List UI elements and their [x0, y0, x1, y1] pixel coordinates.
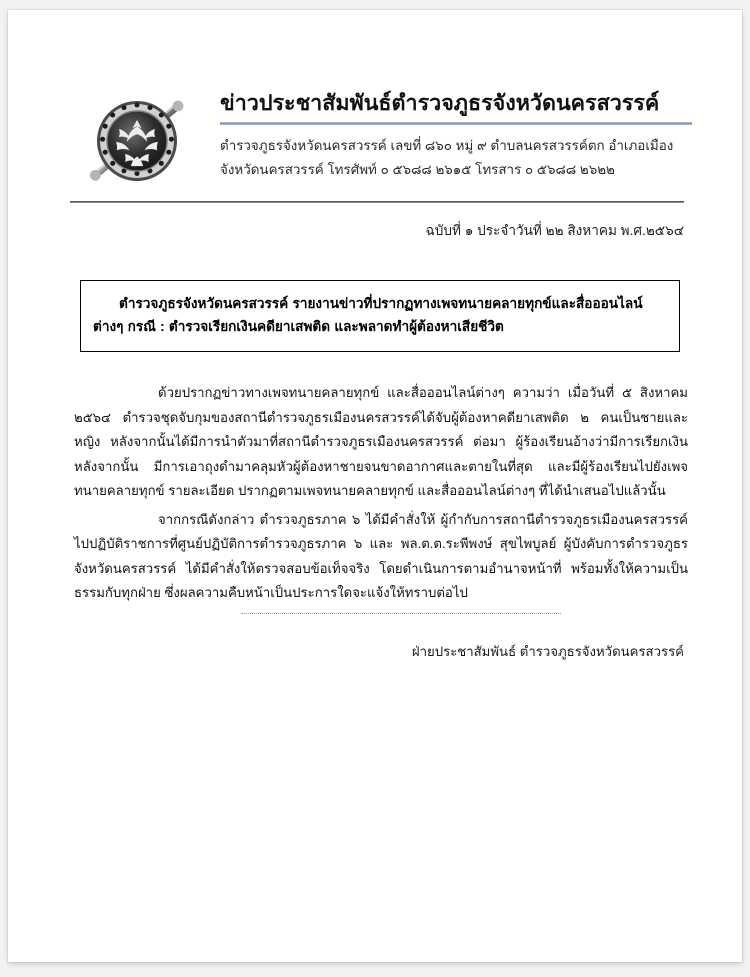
- letterhead: [8, 10, 742, 210]
- masthead: [220, 90, 700, 182]
- body-paragraph: จากกรณีดังกล่าว ตำรวจภูธรภาค ๖ ได้มีคำสั่งให้ ผู้กำกับการสถานีตำรวจภูธรเมืองนครสวรรค์ ไปปฏิบัติราชการที่ศูนย์ปฏิบัติการตำรวจภูธรภาค ๖ และ พล.ต.ต.ระพีพงษ์ สุขไพบูลย์ ผู้บังคับการตำรวจภูธรจังหวัดนครสวรรค์ ได้มีคำสั่งให้ตรวจสอบข้อเท็จจริง โดยดำเนินการตามอำนาจหน้าที่ พร้อมทั้งให้ความเป็นธรรมกับทุกฝ่าย ซึ่งผลความคืบหน้าเป็นประการใดจะแจ้งให้ทราบต่อไป: [74, 511, 688, 601]
- address-line-1: ตำรวจภูธรจังหวัดนครสวรรค์ เลขที่ ๘๖๐ หมู่ ๙ ตำบลนครสวรรค์ตก อำเภอเมือง: [220, 137, 674, 153]
- masthead-accent-rule: [220, 122, 692, 125]
- document-page: [8, 10, 742, 962]
- address-line-2: จังหวัดนครสวรรค์ โทรศัพท์ ๐ ๕๖๘๘ ๒๖๑๕ โทรสาร ๐ ๕๖๘๘ ๒๖๒๒: [220, 162, 615, 178]
- royal-thai-police-emblem-icon: [72, 76, 202, 206]
- issue-date-line: ฉบับที่ ๑ ประจำวันที่ ๒๒ สิงหาคม พ.ศ.๒๕๖๔: [425, 223, 684, 238]
- header-divider: [70, 201, 684, 203]
- body-paragraph: ด้วยปรากฏข่าวทางเพจทนายคลายทุกข์ และสื่อออนไลน์ต่างๆ ความว่า เมื่อวันที่ ๕ สิงหาคม ๒๕๖๔ ตำรวจชุดจับกุมของสถานีตำรวจภูธรเมืองนครสวรรค์ได้จับผู้ต้องหาคดียาเสพติด ๒ คนเป็นชายและหญิง หลังจากนั้นได้มีการนำตัวมาที่สถานีตำรวจภูธรเมืองนครสวรรค์ ต่อมา ผู้ร้องเรียนอ้างว่ามีการเรียกเงิน หลังจากนั้น มีการเอาถุงดำมาคลุมหัวผู้ต้องหาชายจนขาดอากาศและตายในที่สุด และมีผู้ร้องเรียนไปยังเพจทนายคลายทุกข์ รายละเอียด ปรากฏตามเพจทนายคลายทุกข์ และสื่อออนไลน์ต่างๆ ที่ได้นำเสนอไปแล้วนั้น: [74, 385, 688, 499]
- headline-text: ตำรวจภูธรจังหวัดนครสวรรค์ รายงานข่าวที่ปรากฏทางเพจทนายคลายทุกข์และสื่อออนไลน์ต่างๆ กรณี : ตำรวจเรียกเงินคดียาเสพติด และพลาดทำผู้ต้องหาเสียชีวิต: [93, 296, 643, 335]
- body-content: [74, 381, 688, 608]
- signature-line: ฝ่ายประชาสัมพันธ์ ตำรวจภูธรจังหวัดนครสวรรค์: [411, 644, 684, 659]
- headline-box: [80, 280, 680, 352]
- footer-dotted-separator: [241, 613, 561, 614]
- page-title: ข่าวประชาสัมพันธ์ตำรวจภูธรจังหวัดนครสวรรค์: [220, 91, 660, 115]
